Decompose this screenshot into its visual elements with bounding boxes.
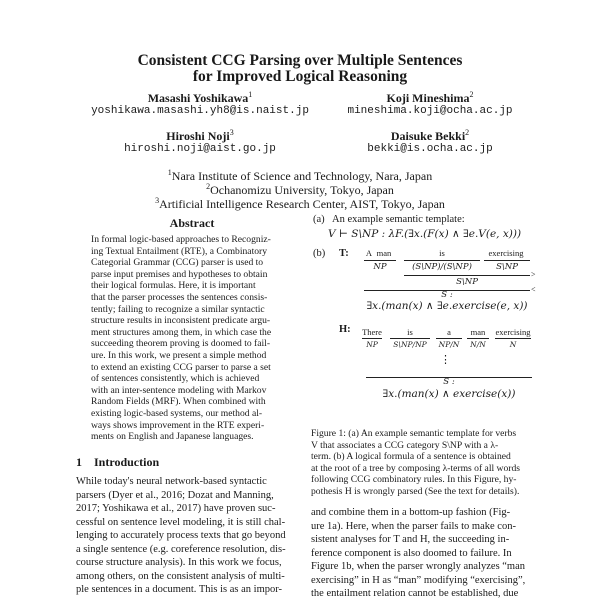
- body-line: sistent analyses for T and H, the succeeding in-: [311, 534, 510, 545]
- H-category: NP: [366, 340, 378, 349]
- H-line: [390, 338, 430, 339]
- abstract-line: ing Textual Entailment (RTE), a Combinatory: [91, 245, 268, 257]
- author-name: [80, 128, 320, 144]
- body-line: and combine them in a bottom-up fashion (Fig-: [311, 507, 511, 518]
- abstract-body: [91, 234, 291, 443]
- H-label: H:: [339, 324, 351, 335]
- H-word: a: [447, 327, 451, 337]
- fig-part-a-text: An example semantic template:: [332, 214, 465, 225]
- caption-line: term. (b) A logical formula of a sentence is obtained: [311, 451, 511, 463]
- body-line: ference component is also doomed to failure. In: [311, 547, 512, 559]
- intro-body: [76, 475, 298, 597]
- intro-line: cessful on sentence level modeling, it is still chal-: [76, 516, 286, 528]
- affiliation-text: Artificial Intelligence Research Center, AIST, Tokyo, Japan: [159, 197, 445, 211]
- right-column-body: [311, 506, 531, 601]
- author-email: bekki@is.ocha.ac.jp: [367, 143, 493, 155]
- abstract-line: succeeding theorem proving is doomed to fail-: [91, 338, 271, 350]
- abstract-line: Random Fields (MRF). When combined with: [91, 396, 266, 408]
- H-word: man: [470, 327, 486, 337]
- intro-line: parsers (Dyer et al., 2016; Dozat and Manning,: [76, 489, 274, 501]
- caption-line: pothesis H is wrongly parsed (See the text for details).: [311, 485, 520, 497]
- H-line: [495, 338, 531, 339]
- T-result: S :: [441, 290, 453, 300]
- author-name-text: Hiroshi Noji: [166, 129, 230, 143]
- abstract-line: parse input premises and hypotheses to obtain: [91, 268, 268, 280]
- intro-line: ple sentences in a document. This is as an impor-: [76, 584, 283, 595]
- author-name: [80, 90, 320, 106]
- H-line: [436, 338, 462, 339]
- author-name-text: Masashi Yoshikawa: [147, 91, 249, 105]
- caption-line: at the root of a tree by composing λ-terms of all words: [311, 462, 520, 474]
- intro-line: among others, on the consistent analysis of multi-: [76, 570, 285, 582]
- body-line: ure 1a). Here, when the parser fails to make con-: [311, 520, 516, 532]
- H-ellipsis: ⋮: [440, 354, 451, 366]
- H-category: S\NP/NP: [393, 340, 427, 349]
- section-title: Introduction: [94, 455, 160, 469]
- intro-line: lenging to accurately process texts that go beyond: [76, 530, 286, 541]
- H-word: There: [362, 327, 382, 337]
- T-word: man: [376, 248, 392, 258]
- intro-line: course structure analysis). In this work we focus,: [76, 557, 282, 568]
- affiliation-sup: 2: [206, 182, 211, 191]
- body-line: Figure 1b, when the parser wrongly analyzes “man: [311, 561, 526, 572]
- author-name-text: Koji Mineshima: [386, 91, 470, 105]
- H-category: N/N: [470, 340, 486, 349]
- section-heading: [76, 455, 159, 470]
- author-name-text: Daisuke Bekki: [390, 129, 466, 143]
- abstract-line: with an inter-sentence modeling with Markov: [91, 384, 267, 396]
- body-line: exercising” in H as “man” modifying “exercising”,: [311, 574, 526, 586]
- forward-app-mark: >: [531, 270, 536, 279]
- abstract-line: ments on English and Japanese languages.: [91, 431, 254, 443]
- intro-line: While today's neural network-based syntactic: [76, 476, 267, 487]
- intro-line: 2017; Yoshikawa et al., 2017) have proven suc-: [76, 503, 276, 514]
- caption-line: following CCG combinatory rules. In this Figure, hy-: [311, 474, 517, 486]
- abstract-line: Categorial Grammar (CCG) parser is used to: [91, 257, 264, 269]
- abstract-line: that the parser processes the sentences consis-: [91, 291, 268, 303]
- abstract-line: ment structures among them, in which case the: [91, 326, 272, 338]
- affiliation-text: Nara Institute of Science and Technology, Nara, Japan: [171, 169, 433, 183]
- author-email: yoshikawa.masashi.yh8@is.naist.jp: [91, 105, 309, 117]
- figure-caption: [311, 428, 529, 498]
- T-combine-line: [404, 275, 530, 276]
- affiliation-sup: 3: [155, 196, 160, 205]
- abstract-line: ways shows improvement in the RTE experi-: [91, 419, 265, 431]
- author-name: [330, 128, 530, 144]
- T-category: S\NP: [496, 262, 518, 272]
- author-email: mineshima.koji@ocha.ac.jp: [347, 105, 513, 117]
- abstract-line: In formal logic-based approaches to Recogniz-: [91, 234, 271, 245]
- H-category: N: [509, 340, 517, 349]
- abstract-line: of sentences consistently, which is achieved: [91, 373, 260, 385]
- T-combined-category: S\NP: [456, 277, 478, 287]
- semantic-template: V ⊢ S\NP : λF.(∃x.(F(x) ∧ ∃e.V(e, x))): [328, 228, 522, 240]
- affiliation-text: Ochanomizu University, Tokyo, Japan: [210, 183, 394, 197]
- caption-line: Figure 1: (a) An example semantic template for verbs: [311, 428, 517, 439]
- T-category: (S\NP)/(S\NP): [412, 262, 472, 272]
- abstract-line: structure results in inconsistent predicate argu-: [91, 315, 271, 327]
- caption-line: V that associates a CCG category S\NP with a λ-: [311, 439, 499, 451]
- H-result: S :: [443, 377, 455, 387]
- author-affil-sup: 3: [229, 128, 234, 137]
- T-label: T:: [339, 248, 349, 259]
- affiliation-sup: 1: [167, 168, 172, 177]
- T-formula: ∃x.(man(x) ∧ ∃e.exercise(e, x)): [366, 300, 528, 312]
- abstract-line: ure. In this work, we present a simple method: [91, 349, 267, 361]
- H-word: exercising: [495, 327, 531, 337]
- T-word: exercising: [488, 248, 524, 258]
- H-line: [467, 338, 489, 339]
- H-category: NP/N: [438, 340, 460, 349]
- T-line: [484, 260, 530, 261]
- T-line: [364, 260, 396, 261]
- section-number: 1: [76, 455, 82, 469]
- T-word: is: [439, 248, 445, 258]
- abstract-heading: Abstract: [169, 216, 215, 230]
- author-affil-sup: 2: [465, 128, 470, 137]
- H-word: is: [407, 327, 413, 337]
- T-category: NP: [373, 262, 387, 272]
- paper-title-line-2: for Improved Logical Reasoning: [192, 68, 408, 85]
- body-line: the entailment relation cannot be established, due: [311, 588, 519, 599]
- T-line: [404, 260, 480, 261]
- intro-line: a single sentence (e.g. coreference resolution, dis-: [76, 543, 286, 555]
- abstract-line: tently; failing to recognize a similar syntactic: [91, 303, 265, 315]
- fig-part-b-label: (b): [313, 248, 326, 259]
- abstract-line: existing logic-based systems, our method al-: [91, 407, 263, 419]
- paper-title-line-1: Consistent CCG Parsing over Multiple Sentences: [137, 52, 463, 69]
- abstract-line: their logical formulas. Here, it is important: [91, 280, 256, 292]
- H-line: [362, 338, 382, 339]
- T-word: A: [365, 248, 373, 258]
- backward-app-mark: <: [531, 285, 536, 294]
- affiliation: [0, 193, 600, 212]
- author-affil-sup: 1: [248, 90, 253, 99]
- author-affil-sup: 2: [469, 90, 474, 99]
- H-formula: ∃x.(man(x) ∧ exercise(x)): [382, 388, 516, 400]
- abstract-line: to extend an existing CCG parser to parse a set: [91, 361, 271, 373]
- author-name: [330, 90, 530, 106]
- fig-part-a-label: (a): [313, 214, 325, 225]
- author-email: hiroshi.noji@aist.go.jp: [124, 143, 276, 155]
